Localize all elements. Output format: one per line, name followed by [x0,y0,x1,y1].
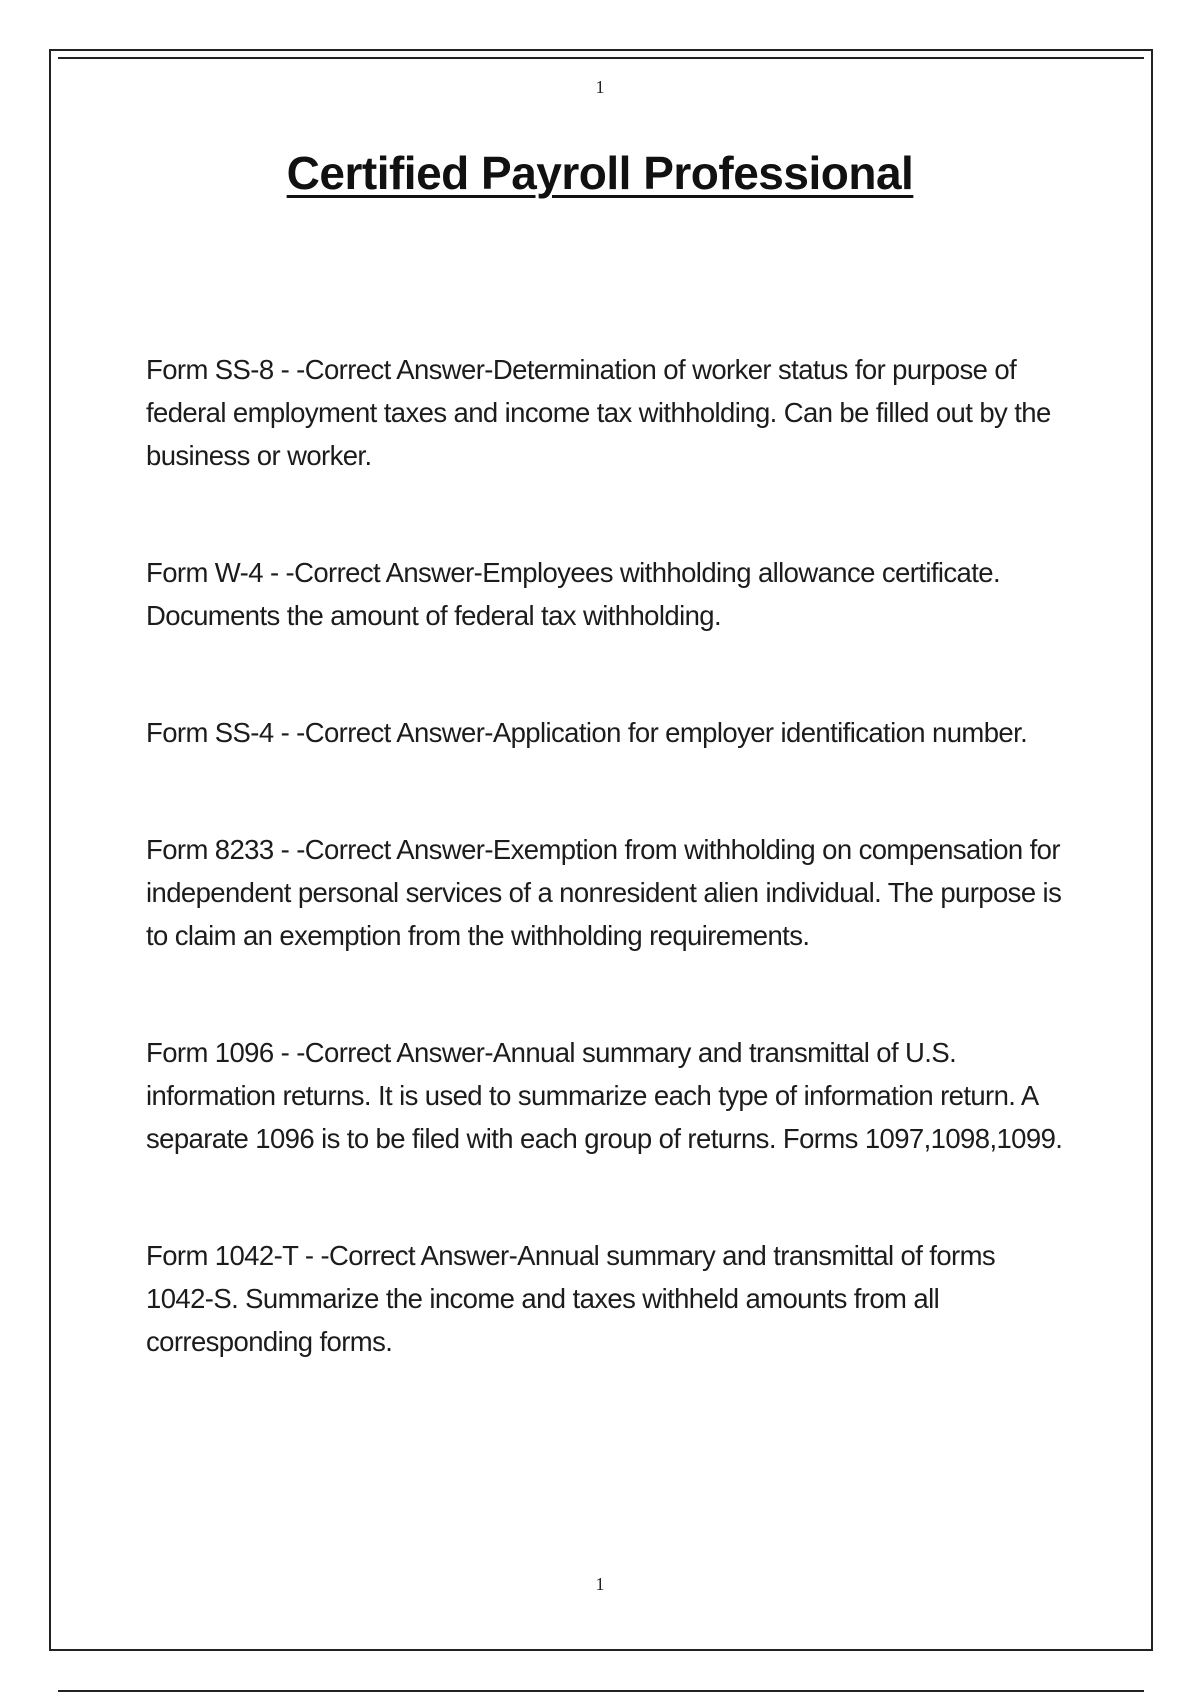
qa-list [146,348,1066,1363]
qa-item-form-1042-t: Form 1042-T - -Correct Answer-Annual summary and transmittal of forms 1042-S. Summarize the income and taxes withheld amounts from all corresponding forms. [146,1240,996,1357]
qa-item-form-ss-4: Form SS-4 - -Correct Answer-Application for employer identification number. [146,717,1028,748]
qa-item-form-8233: Form 8233 - -Correct Answer-Exemption from withholding on compensation for independent personal services of a nonresident alien individual. The purpose is to claim an exemption from the withholding requirements. [146,834,1062,951]
page-number-bottom: 1 [595,1574,605,1594]
top-rule [58,57,1144,59]
qa-item-form-w-4: Form W-4 - -Correct Answer-Employees withholding allowance certificate. Documents the amount of federal tax withholding. [146,557,1001,631]
qa-item-form-ss-8: Form SS-8 - -Correct Answer-Determination of worker status for purpose of federal employment taxes and income tax withholding. Can be filled out by the business or worker. [146,354,1051,471]
document-title: Certified Payroll Professional [286,147,914,199]
page-number-top: 1 [595,77,605,97]
qa-item-form-1096: Form 1096 - -Correct Answer-Annual summary and transmittal of U.S. information returns. It is used to summarize each type of information return. A separate 1096 is to be filed with each group of returns. Forms 1097,1098,1099. [146,1037,1063,1154]
bottom-rule [58,1690,1144,1692]
